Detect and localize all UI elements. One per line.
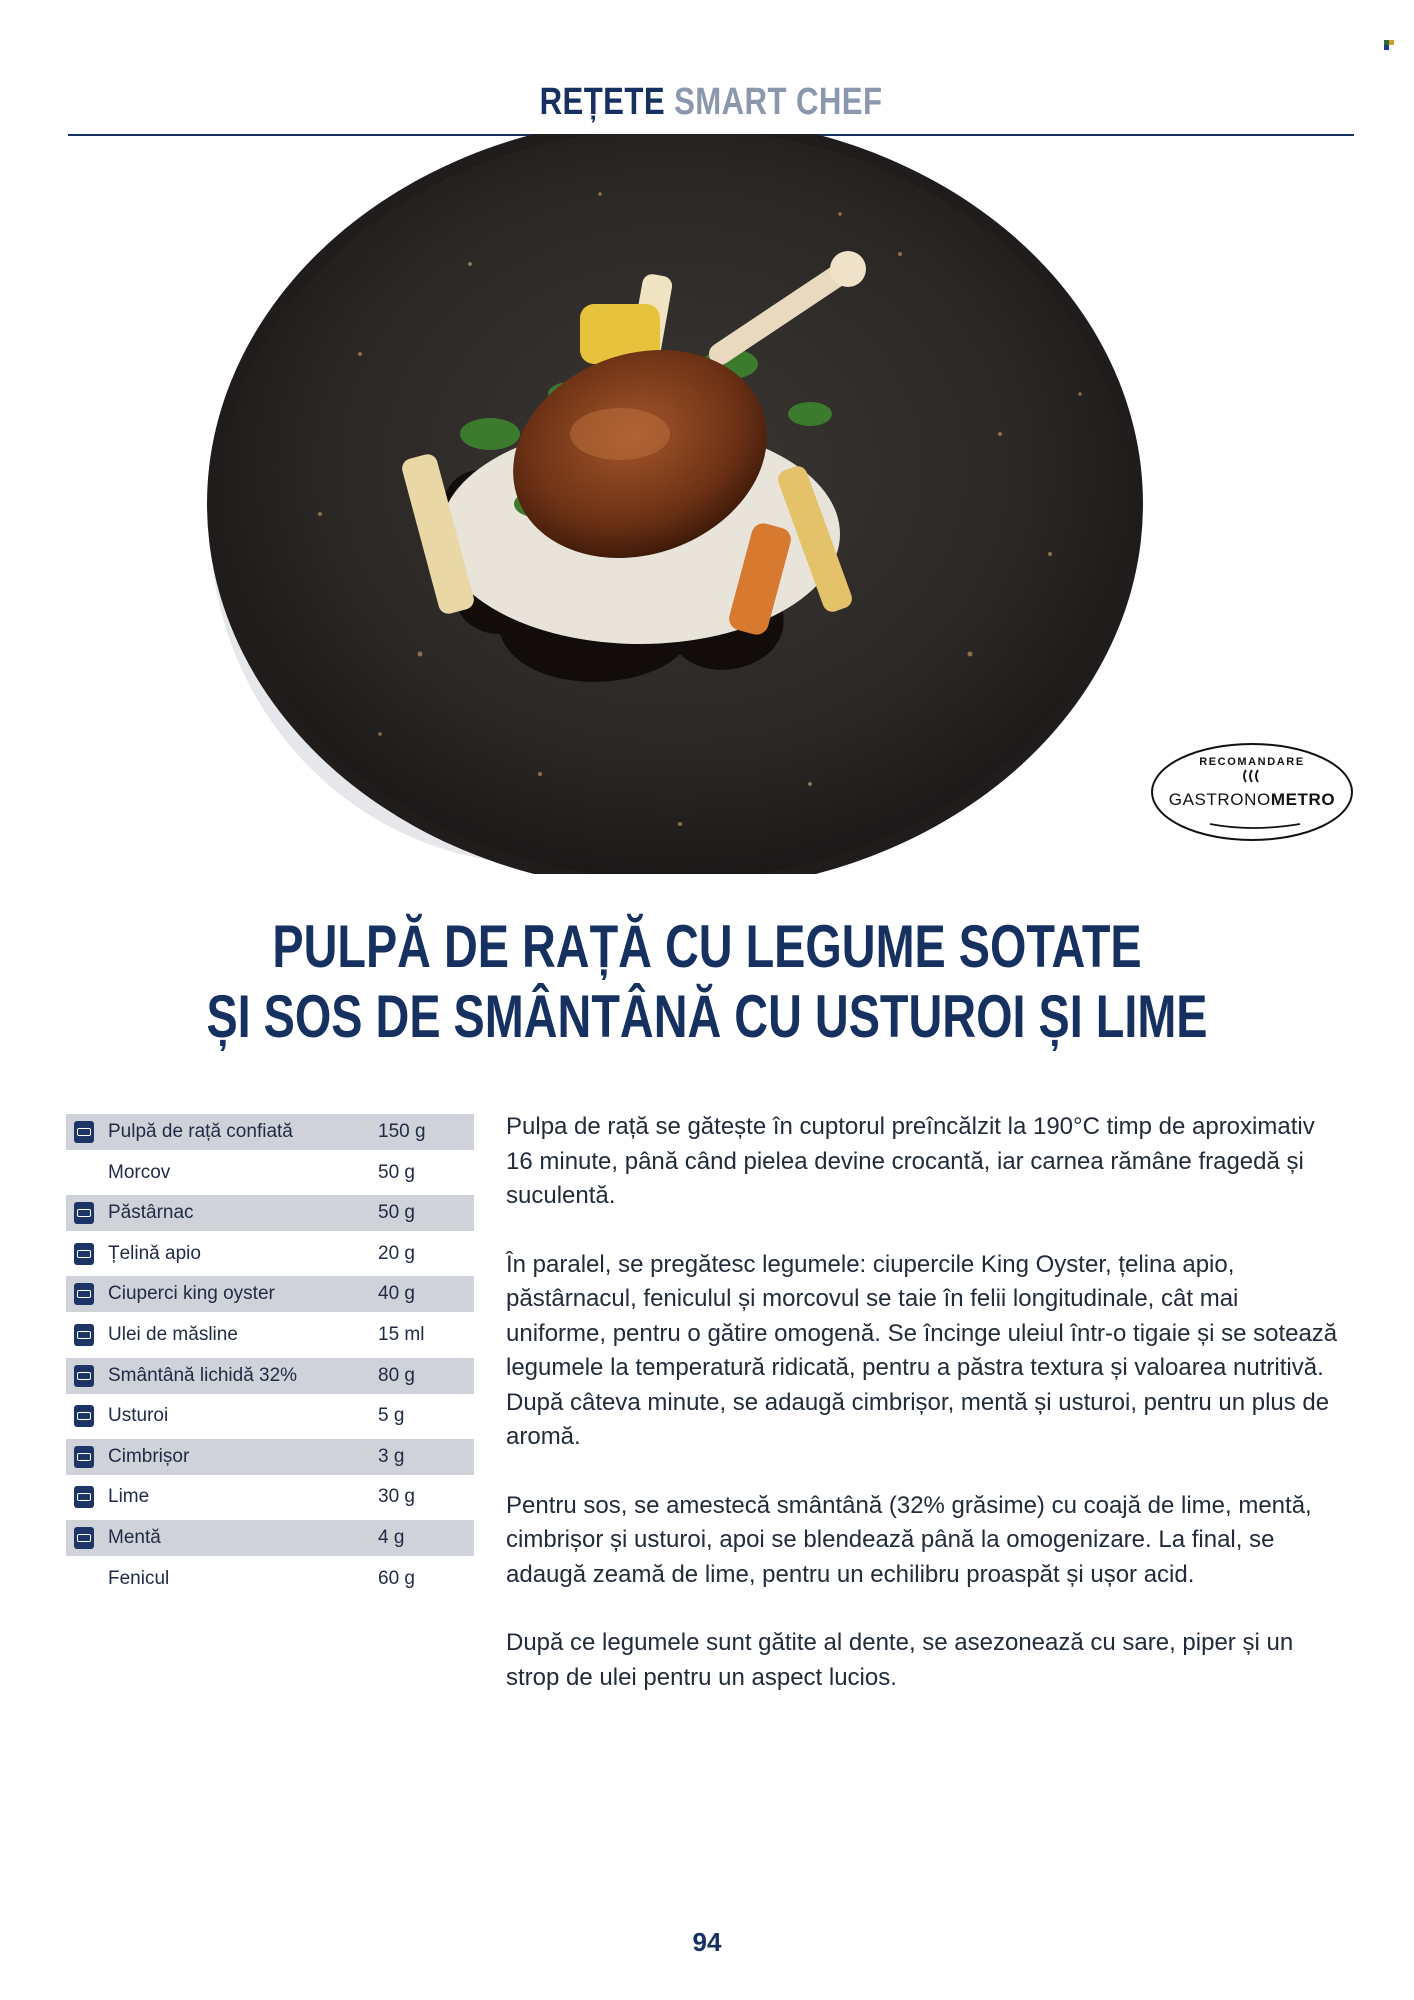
metro-chef-icon xyxy=(74,1527,94,1549)
ingredient-quantity: 20 g xyxy=(378,1242,415,1264)
page-number: 94 xyxy=(692,1927,722,1957)
ingredient-name: Usturoi xyxy=(108,1405,169,1427)
recipe-title xyxy=(60,912,1354,1052)
ingredient-name: Smântână lichidă 32% xyxy=(108,1364,298,1386)
step-paragraph: În paralel, se pregătesc legumele: ciupercile King Oyster, țelina apio, păstârnacul, feniculul și morcovul se taie în felii longitudinale, cât mai uniforme, pentru o gătire omogenă. Se încinge uleiul într-o tigaie și se sotează legumele la temperatură ridicată, pentru a păstra textura și valoarea nutritivă. După câteva minute, se adaugă cimbrișor, mentă și usturoi, pentru un plus de aromă. xyxy=(506,1250,1338,1450)
ingredient-name: Mentă xyxy=(108,1526,161,1548)
ingredient-quantity: 60 g xyxy=(378,1567,415,1589)
metro-chef-icon xyxy=(74,1324,94,1346)
recipe-title-line-2: ȘI SOS DE SMÂNTÂNĂ CU USTUROI ȘI LIME xyxy=(206,983,1208,1050)
metro-chef-icon xyxy=(74,1121,94,1143)
recipe-title-line-1: PULPĂ DE RAȚĂ CU LEGUME SOTATE xyxy=(272,913,1142,980)
ingredient-quantity: 50 g xyxy=(378,1202,415,1224)
ingredients-list xyxy=(66,1114,474,1601)
ingredient-row xyxy=(66,1398,474,1434)
recipe-steps xyxy=(506,1110,1342,1729)
ingredient-quantity: 4 g xyxy=(378,1526,405,1548)
ingredient-name: Fenicul xyxy=(108,1567,170,1589)
badge-brand-left: GASTRONO xyxy=(1168,790,1271,809)
ingredient-row xyxy=(66,1276,474,1312)
ingredient-row xyxy=(66,1155,474,1191)
metro-chef-icon xyxy=(74,1283,94,1305)
ingredient-row xyxy=(66,1358,474,1394)
header-title-primary: REȚETE xyxy=(539,81,665,123)
ingredient-quantity: 40 g xyxy=(378,1283,415,1305)
ingredient-row xyxy=(66,1114,474,1150)
ingredient-name: Morcov xyxy=(108,1161,171,1183)
ingredient-name: Ciuperci king oyster xyxy=(108,1283,275,1305)
step-paragraph: Pulpa de rață se gătește în cuptorul preîncălzit la 190°C timp de aproximativ 16 minute, până când pielea devine crocantă, iar carnea rămâne fragedă și suculentă. xyxy=(506,1113,1315,1209)
blank-icon xyxy=(74,1162,94,1184)
header-title-secondary: SMART CHEF xyxy=(674,81,883,123)
ingredient-row xyxy=(66,1317,474,1353)
badge-top-text: RECOMANDARE xyxy=(1199,756,1305,768)
ingredient-quantity: 5 g xyxy=(378,1405,405,1427)
ingredient-name: Lime xyxy=(108,1486,150,1508)
step-paragraph: După ce legumele sunt gătite al dente, se asezonează cu sare, piper și un strop de ulei pentru un aspect lucios. xyxy=(506,1629,1294,1691)
ingredient-quantity: 50 g xyxy=(378,1161,415,1183)
ingredient-name: Țelină apio xyxy=(108,1242,201,1264)
metro-chef-icon xyxy=(74,1202,94,1224)
gastronometro-badge xyxy=(1150,740,1354,844)
ingredient-row xyxy=(66,1479,474,1515)
ingredient-quantity: 80 g xyxy=(378,1364,415,1386)
corner-logo-icon xyxy=(1384,40,1394,50)
dish-photo xyxy=(120,134,1180,874)
ingredient-row xyxy=(66,1195,474,1231)
metro-chef-icon xyxy=(74,1243,94,1265)
metro-chef-icon xyxy=(74,1446,94,1468)
ingredient-row xyxy=(66,1520,474,1556)
metro-chef-icon xyxy=(74,1365,94,1387)
metro-chef-icon xyxy=(74,1405,94,1427)
badge-brand-right: METRO xyxy=(1270,790,1336,809)
ingredient-row xyxy=(66,1236,474,1272)
ingredient-quantity: 30 g xyxy=(378,1486,415,1508)
step-paragraph: Pentru sos, se amestecă smântână (32% grăsime) cu coajă de lime, mentă, cimbrișor și usturoi, apoi se blendează până la omogenizare. La final, se adaugă zeamă de lime, pentru un echilibru proaspăt și ușor acid. xyxy=(506,1491,1312,1588)
badge-brand xyxy=(1150,790,1354,810)
ingredient-quantity: 150 g xyxy=(378,1121,426,1142)
ingredient-name: Păstârnac xyxy=(108,1202,194,1224)
ingredient-name: Pulpă de rață confiată xyxy=(108,1121,293,1142)
header-title xyxy=(540,72,883,132)
metro-chef-icon xyxy=(74,1486,94,1508)
ingredient-quantity: 15 ml xyxy=(378,1323,425,1345)
ingredient-row xyxy=(66,1561,474,1597)
blank-icon xyxy=(74,1568,94,1590)
ingredient-row xyxy=(66,1439,474,1475)
ingredient-quantity: 3 g xyxy=(378,1445,405,1467)
page-header xyxy=(68,72,1354,136)
ingredient-name: Cimbrișor xyxy=(108,1445,190,1467)
ingredient-name: Ulei de măsline xyxy=(108,1323,238,1345)
